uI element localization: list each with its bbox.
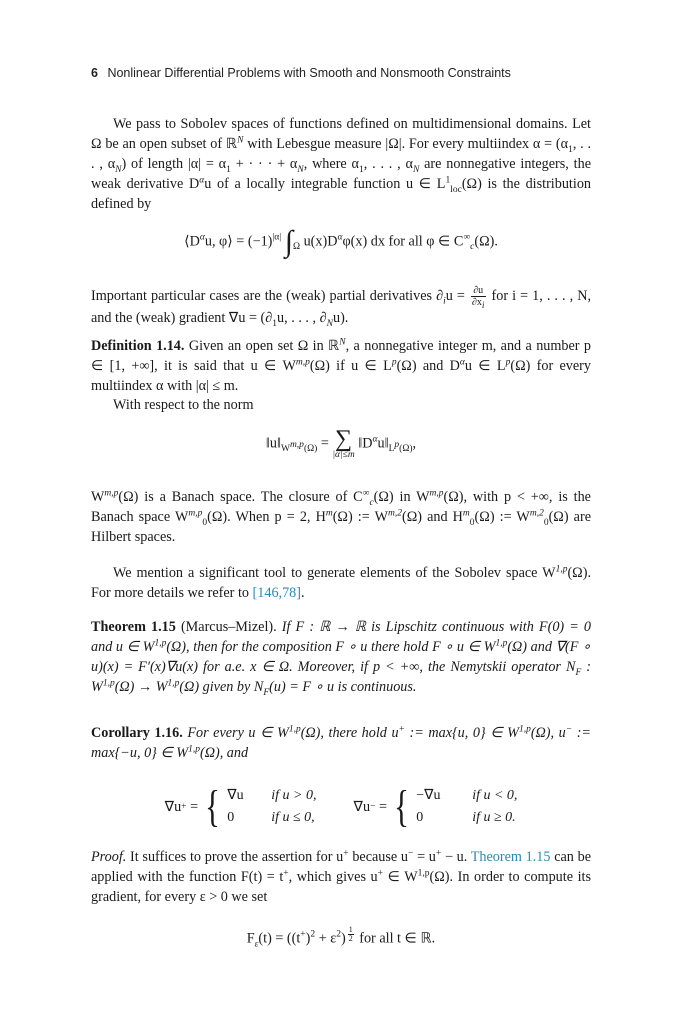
sum-symbol: ∑ |α|≤m	[332, 426, 355, 460]
cases-positive-part: ∇u + = { ∇u if u > 0, 0 if u ≤ 0,	[164, 782, 317, 831]
paragraph-banach-hilbert: W$^{m,p}$(Ω) is a Banach space. The closure of $C^\infty_c(\Omega)$ in W$^{m,p}$(Ω), with p < +∞, is the Banach space W$^{m,p}_0$(Ω). When p = 2, $H^m(\Omega)$ := W$^{m,2}$(Ω) and $H^m_0(\Omega)$ := W$^{m,2}_0$(Ω) are Hilbert spaces.	[91, 488, 591, 545]
left-brace: {	[205, 782, 221, 831]
paragraph-partial-derivatives: Important particular cases are the (weak) partial derivatives $\partial_iu$ = $\frac{\partial u}{\partial x_i}$ for i = 1, . . . , N, and the (weak) gradient $\nabla u = (\partial_1u$, . . . , $\partial_Nu$).	[91, 285, 591, 329]
equation-regularization: $F_\varepsilon(t) = ((t^+)^2 + \varepsilon^2)$ $^{\frac{1}{2}}$ for all t ∈ ℝ.	[246, 925, 436, 950]
corollary-1-16: Corollary 1.16. For every u ∈ W$^{1,p}$(Ω), there hold u+ := max{u, 0} ∈ W$^{1,p}$(Ω), u− := max{−u, 0} ∈ W$^{1,p}$(Ω), and	[91, 724, 591, 761]
running-header	[91, 66, 511, 80]
running-title: Nonlinear Differential Problems with Smooth and Nonsmooth Constraints	[107, 66, 511, 80]
equation-sobolev-norm: $‖u‖_{W^{m,p}(\Omega)}$ = ∑ |α|≤m $‖D^\alpha u‖_{L^p(\Omega)}$,	[265, 426, 417, 460]
equation-gradient-cases	[91, 782, 591, 831]
corollary-label: Corollary 1.16.	[91, 725, 183, 741]
citation-link[interactable]: [146,78]	[252, 585, 301, 601]
definition-label: Definition 1.14.	[91, 338, 185, 354]
left-brace: {	[394, 782, 410, 831]
cases-negative-part: ∇u − = { −∇u if u < 0, 0 if u ≥ 0.	[353, 782, 518, 831]
definition-1-14: Definition 1.14. Given an open set Ω in ℝ$^N$, a nonnegative integer m, and a number p ∈ [1, +∞], it is said that u ∈ W$^{m,p}$(Ω) if u ∈ $L^p(\Omega)$ and $D^\alpha u$ ∈ $L^p(\Omega)$ for every multiindex α with |α| ≤ m.	[91, 337, 591, 394]
theorem-1-15: Theorem 1.15 (Marcus–Mizel). If F : ℝ → ℝ is Lipschitz continuous with F(0) = 0 and u ∈ W$^{1,p}$(Ω), then for the composition F ∘ u there hold F ∘ u ∈ W$^{1,p}$(Ω) and ∇(F ∘ u)(x) = F′(x)∇u(x) for a.e. x ∈ Ω. Moreover, if p < +∞, the Nemytskii operator $N_F$ : W$^{1,p}$(Ω) → W$^{1,p}$(Ω) given by $N_F(u) = F$ ∘ u is continuous.	[91, 619, 592, 698]
theorem-link[interactable]: Theorem 1.15	[470, 849, 551, 865]
paragraph-sobolev-intro: We pass to Sobolev spaces of functions defined on multidimensional domains. Let Ω be an open subset of ℝ$^N$ with Lebesgue measure |Ω|. For every multiindex $\alpha = (\alpha_1$, . . . , $\alpha_N$) of length $|\alpha| = \alpha_1$ + · · · + $\alpha_N$, where $\alpha_1$, . . . , $\alpha_N$ are nonnegative integers, the weak derivative $D^\alpha u$ of a locally integrable function u ∈ $L^1_{loc}(\Omega)$ is the distribution defined by	[91, 116, 592, 212]
page-number: 6	[91, 66, 98, 80]
proof-paragraph: Proof. It suffices to prove the assertion for u+ because u− = u+ − u. Theorem 1.15 can be applied with the function F(t) = t+, which gives u+ ∈ W$^{1,p}$(Ω). In order to compute its gradient, for every ε > 0 we set	[91, 848, 591, 905]
fraction-du-dxi: $\frac{\partial u}{\partial x_i}$	[471, 285, 485, 311]
paragraph-norm-intro: With respect to the norm	[113, 397, 254, 413]
integral-sign: ∫	[284, 225, 293, 258]
paragraph-generate-elements: We mention a significant tool to generate elements of the Sobolev space W$^{1,p}$(Ω). For more details we refer to [146,78].	[91, 564, 591, 601]
theorem-label: Theorem 1.15	[91, 619, 176, 635]
equation-weak-derivative: $⟨D^\alpha u$, φ⟩ = $(-1)^{|\alpha|}$ $\int_\Omega$ $u(x)D^\alpha\varphi(x)$ dx for all φ ∈ $C^\infty_c(\Omega)$.	[184, 225, 498, 258]
proof-label: Proof.	[91, 849, 127, 865]
